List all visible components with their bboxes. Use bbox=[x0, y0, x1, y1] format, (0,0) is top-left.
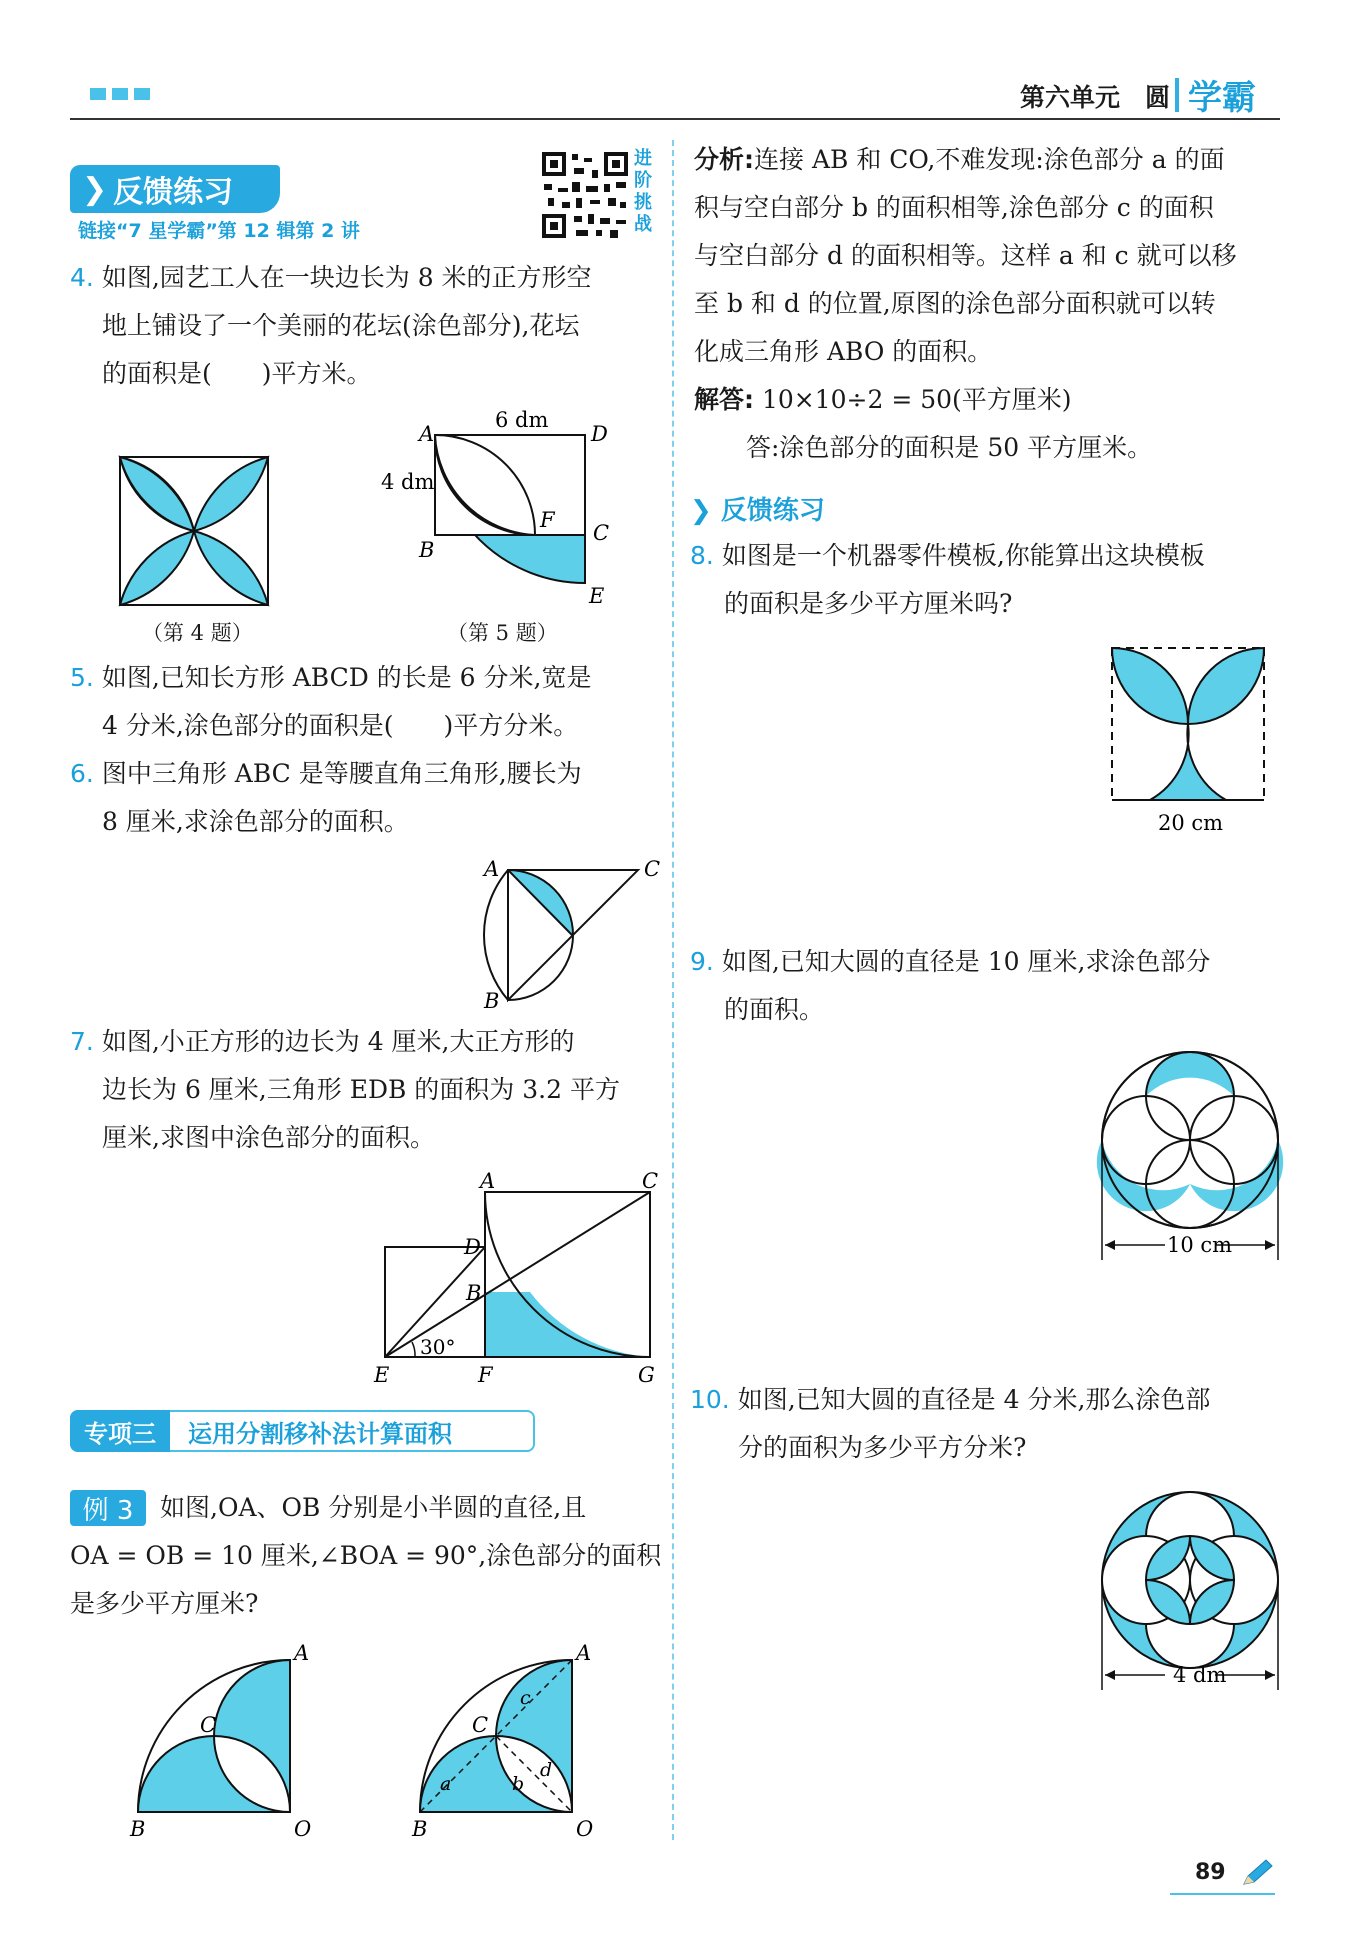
solution-formula: 10×10÷2 = 50(平方厘米) bbox=[761, 385, 1072, 414]
point-label: F bbox=[478, 1363, 493, 1387]
point-label: O bbox=[294, 1817, 312, 1840]
question-10 bbox=[690, 1376, 1290, 1472]
figure-ex3-left bbox=[118, 1640, 338, 1840]
question-number: 6. bbox=[70, 759, 94, 788]
example-text: 如图,OA、OB 分别是小半圆的直径,且 bbox=[160, 1493, 587, 1522]
figure-q7-squares bbox=[370, 1172, 660, 1392]
point-label: C bbox=[642, 1172, 659, 1193]
point-label: E bbox=[589, 584, 605, 608]
example-text: 是多少平方厘米? bbox=[70, 1589, 259, 1618]
dimension-label: 6 dm bbox=[495, 408, 549, 432]
solution-label: 解答: bbox=[694, 385, 754, 414]
figure-q6-triangle bbox=[478, 850, 678, 1015]
region-label: d bbox=[540, 1759, 553, 1781]
question-text: 如图,已知大圆的直径是 4 分米,那么涂色部 bbox=[737, 1385, 1211, 1414]
dimension-label: 4 dm bbox=[1173, 1663, 1227, 1687]
header-divider bbox=[1175, 78, 1179, 112]
point-label: C bbox=[200, 1713, 217, 1737]
question-number: 8. bbox=[690, 541, 714, 570]
figure-q5-rectangle bbox=[375, 405, 625, 610]
qr-side-label: 进阶挑战 bbox=[634, 148, 652, 235]
dimension-label: 4 dm bbox=[381, 470, 435, 494]
solution-answer: 答:涂色部分的面积是 50 平方厘米。 bbox=[746, 433, 1153, 462]
analysis-text: 与空白部分 d 的面积相等。这样 a 和 c 就可以移 bbox=[694, 241, 1237, 270]
question-8 bbox=[690, 532, 1290, 628]
qr-code-icon[interactable] bbox=[540, 150, 630, 240]
question-9 bbox=[690, 938, 1290, 1034]
question-text: 如图,已知长方形 ABCD 的长是 6 分米,宽是 bbox=[101, 663, 592, 692]
question-text: 如图是一个机器零件模板,你能算出这块模板 bbox=[721, 541, 1205, 570]
question-number: 10. bbox=[690, 1385, 730, 1414]
question-text: 如图,园艺工人在一块边长为 8 米的正方形空 bbox=[101, 263, 592, 292]
question-text: 的面积是( )平方米。 bbox=[102, 359, 372, 388]
question-number: 9. bbox=[690, 947, 714, 976]
question-4 bbox=[70, 254, 670, 398]
feedback-heading: ❯ 反馈练习 bbox=[690, 496, 825, 526]
question-number: 7. bbox=[70, 1027, 94, 1056]
question-6 bbox=[70, 750, 670, 846]
example-text: OA = OB = 10 厘米,∠BOA = 90°,涂色部分的面积 bbox=[70, 1541, 662, 1570]
point-label: O bbox=[576, 1817, 594, 1840]
question-text: 4 分米,涂色部分的面积是( )平方分米。 bbox=[102, 711, 579, 740]
header-unit: 第六单元 圆 bbox=[1019, 83, 1170, 112]
figure-q4-flower bbox=[118, 455, 270, 607]
header-rule bbox=[70, 118, 1280, 120]
question-text: 如图,已知大圆的直径是 10 厘米,求涂色部分 bbox=[721, 947, 1211, 976]
region-label: b bbox=[512, 1773, 525, 1795]
question-5 bbox=[70, 654, 670, 750]
analysis-label: 分析: bbox=[694, 145, 754, 174]
section-tag: 专项三 bbox=[70, 1410, 170, 1452]
point-label: F bbox=[540, 508, 555, 532]
point-label: E bbox=[374, 1363, 390, 1387]
figure-q10-circles bbox=[1095, 1485, 1285, 1705]
point-label: A bbox=[576, 1641, 592, 1665]
region-label: a bbox=[440, 1773, 452, 1795]
example-tag: 例 3 bbox=[70, 1490, 146, 1526]
point-label: D bbox=[464, 1235, 481, 1259]
analysis-text: 至 b 和 d 的位置,原图的涂色部分面积就可以转 bbox=[694, 289, 1216, 318]
question-text: 如图,小正方形的边长为 4 厘米,大正方形的 bbox=[101, 1027, 575, 1056]
point-label: B bbox=[419, 538, 435, 562]
question-text: 边长为 6 厘米,三角形 EDB 的面积为 3.2 平方 bbox=[102, 1075, 620, 1104]
question-number: 4. bbox=[70, 263, 94, 292]
point-label: B bbox=[466, 1281, 482, 1305]
dimension-label: 10 cm bbox=[1167, 1233, 1233, 1257]
figure-q8-part bbox=[1100, 640, 1275, 840]
question-text: 厘米,求图中涂色部分的面积。 bbox=[102, 1123, 435, 1152]
question-text: 的面积是多少平方厘米吗? bbox=[724, 589, 1013, 618]
analysis bbox=[694, 136, 1294, 472]
analysis-text: 连接 AB 和 CO,不难发现:涂色部分 a 的面 bbox=[754, 145, 1225, 174]
analysis-text: 化成三角形 ABO 的面积。 bbox=[694, 337, 993, 366]
point-label: B bbox=[412, 1817, 428, 1840]
point-label: A bbox=[419, 422, 435, 446]
question-text: 地上铺设了一个美丽的花坛(涂色部分),花坛 bbox=[102, 311, 580, 340]
question-number: 5. bbox=[70, 663, 94, 692]
point-label: B bbox=[484, 989, 500, 1013]
question-text: 8 厘米,求涂色部分的面积。 bbox=[102, 807, 409, 836]
feedback-badge: ❯ 反馈练习 bbox=[70, 165, 280, 213]
figure-q9-circles bbox=[1095, 1045, 1285, 1275]
point-label: D bbox=[591, 422, 608, 446]
feedback-link[interactable]: 链接“7 星学霸”第 12 辑第 2 讲 bbox=[78, 220, 360, 242]
header-decoration bbox=[90, 88, 150, 100]
region-label: c bbox=[520, 1687, 531, 1709]
point-label: C bbox=[644, 857, 661, 881]
pencil-icon bbox=[1240, 1858, 1274, 1888]
section-title: 运用分割移补法计算面积 bbox=[188, 1420, 452, 1448]
question-text: 的面积。 bbox=[724, 995, 825, 1024]
point-label: A bbox=[484, 857, 500, 881]
example-3 bbox=[70, 1484, 670, 1628]
analysis-text: 积与空白部分 b 的面积相等,涂色部分 c 的面积 bbox=[694, 193, 1214, 222]
question-7 bbox=[70, 1018, 670, 1162]
figure-caption: （第 4 题） bbox=[142, 621, 253, 645]
question-text: 图中三角形 ABC 是等腰直角三角形,腰长为 bbox=[101, 759, 582, 788]
point-label: A bbox=[480, 1172, 496, 1193]
point-label: A bbox=[294, 1641, 310, 1665]
question-text: 分的面积为多少平方分米? bbox=[738, 1433, 1027, 1462]
point-label: B bbox=[130, 1817, 146, 1840]
figure-ex3-right bbox=[400, 1640, 620, 1840]
figure-caption: （第 5 题） bbox=[447, 621, 558, 645]
page-number-rule bbox=[1170, 1893, 1275, 1895]
brand-logo: 学霸 bbox=[1188, 78, 1256, 118]
dimension-label: 20 cm bbox=[1158, 811, 1224, 835]
angle-label: 30° bbox=[420, 1335, 456, 1359]
point-label: C bbox=[593, 521, 610, 545]
point-label: G bbox=[638, 1363, 655, 1387]
point-label: C bbox=[472, 1713, 489, 1737]
page-number: 89 bbox=[1195, 1860, 1226, 1885]
